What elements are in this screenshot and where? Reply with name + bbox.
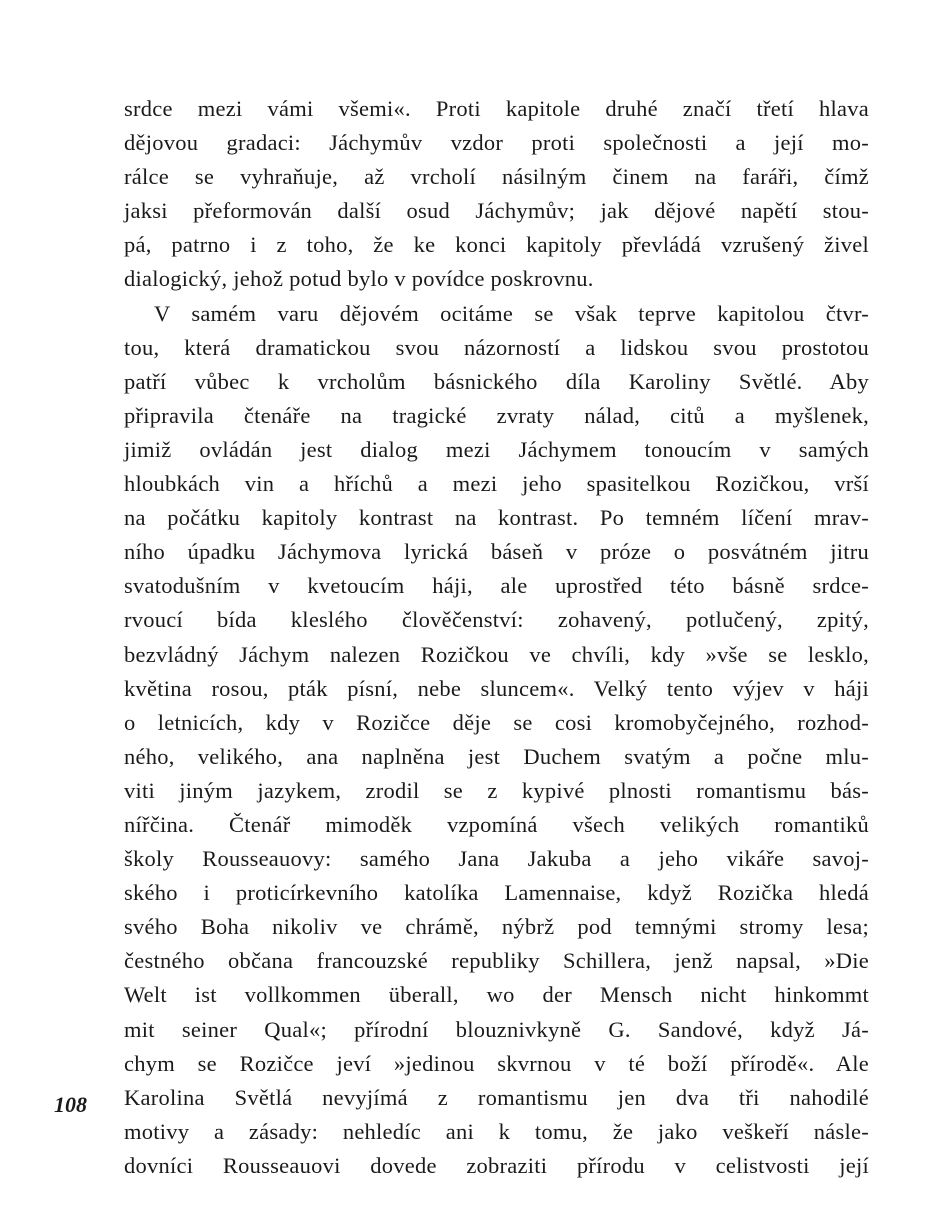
text-line: jaksi přeformován další osud Jáchymův; jak dějové napětí stou- xyxy=(124,198,869,224)
text-line: na počátku kapitoly kontrast na kontrast. Po temném líčení mrav- xyxy=(124,505,869,531)
text-line: Welt ist vollkommen überall, wo der Mensch nicht hinkommt xyxy=(124,982,869,1008)
text-line: motivy a zásady: nehledíc ani k tomu, že jako veškeří násle- xyxy=(124,1118,869,1144)
text-line: chym se Rozičce jeví »jedinou skvrnou v té boží přírodě«. Ale xyxy=(124,1050,869,1076)
page-number: 108 xyxy=(54,1092,87,1117)
text-line: připravila čtenáře na tragické zvraty nálad, citů a myšlenek, xyxy=(124,402,869,428)
text-line: o letnicích, kdy v Rozičce děje se cosi kromobyčejného, rozhod- xyxy=(124,709,869,735)
text-line: viti jiným jazykem, zrodil se z kypivé plnosti romantismu bás- xyxy=(124,777,869,803)
text-line: květina rosou, pták písní, nebe sluncem«. Velký tento výjev v háji xyxy=(124,675,869,701)
text-line: rálce se vyhraňuje, až vrcholí násilným činem na faráři, čímž xyxy=(124,164,869,190)
text-line: ního úpadku Jáchymova lyrická báseň v próze o posvátném jitru xyxy=(124,539,869,565)
text-line: dialogický, jehož potud bylo v povídce poskrovnu. xyxy=(124,266,594,292)
text-line: školy Rousseauovy: samého Jana Jakuba a jeho vikáře savoj- xyxy=(124,846,869,872)
text-line: dovníci Rousseauovi dovede zobraziti přírodu v celistvosti její xyxy=(124,1152,869,1178)
text-line: nířčina. Čtenář mimoděk vzpomíná všech velikých romantiků xyxy=(124,811,869,837)
text-line: pá, patrno i z toho, že ke konci kapitoly převládá vzrušený živel xyxy=(124,232,869,258)
text-line: svatodušním v kvetoucím háji, ale uprostřed této básně srdce- xyxy=(124,573,869,599)
text-line: ského i proticírkevního katolíka Lamennaise, když Rozička hledá xyxy=(124,880,869,906)
text-line: patří vůbec k vrcholům básnického díla Karoliny Světlé. Aby xyxy=(124,368,869,394)
text-line: hloubkách vin a hříchů a mezi jeho spasitelkou Rozičkou, vrší xyxy=(124,471,869,497)
body-text xyxy=(124,92,869,1183)
text-line: mit seiner Qual«; přírodní blouznivkyně G. Sandové, když Já- xyxy=(124,1016,869,1042)
text-line: čestného občana francouzské republiky Schillera, jenž napsal, »Die xyxy=(124,948,869,974)
paragraph-start-line: V samém varu dějovém ocitáme se však teprve kapitolou čtvr- xyxy=(154,300,869,326)
text-line: jimiž ovládán jest dialog mezi Jáchymem tonoucím v samých xyxy=(124,436,869,462)
text-line: Karolina Světlá nevyjímá z romantismu jen dva tři nahodilé xyxy=(124,1084,869,1110)
text-line: svého Boha nikoliv ve chrámě, nýbrž pod temnými stromy lesa; xyxy=(124,914,869,940)
text-line: bezvládný Jáchym nalezen Rozičkou ve chvíli, kdy »vše se lesklo, xyxy=(124,641,869,667)
text-line: ného, velikého, ana naplněna jest Duchem svatým a počne mlu- xyxy=(124,743,869,769)
text-line: srdce mezi vámi všemi«. Proti kapitole druhé značí třetí hlava xyxy=(124,96,869,121)
text-line: rvoucí bída klesléhо člověčenství: zohavený, potlučený, zpitý, xyxy=(124,607,869,633)
text-line: dějovou gradaci: Jáchymův vzdor proti společnosti a její mo- xyxy=(124,130,869,156)
text-line: tou, která dramatickou svou názorností a lidskou svou prostotou xyxy=(124,334,869,360)
